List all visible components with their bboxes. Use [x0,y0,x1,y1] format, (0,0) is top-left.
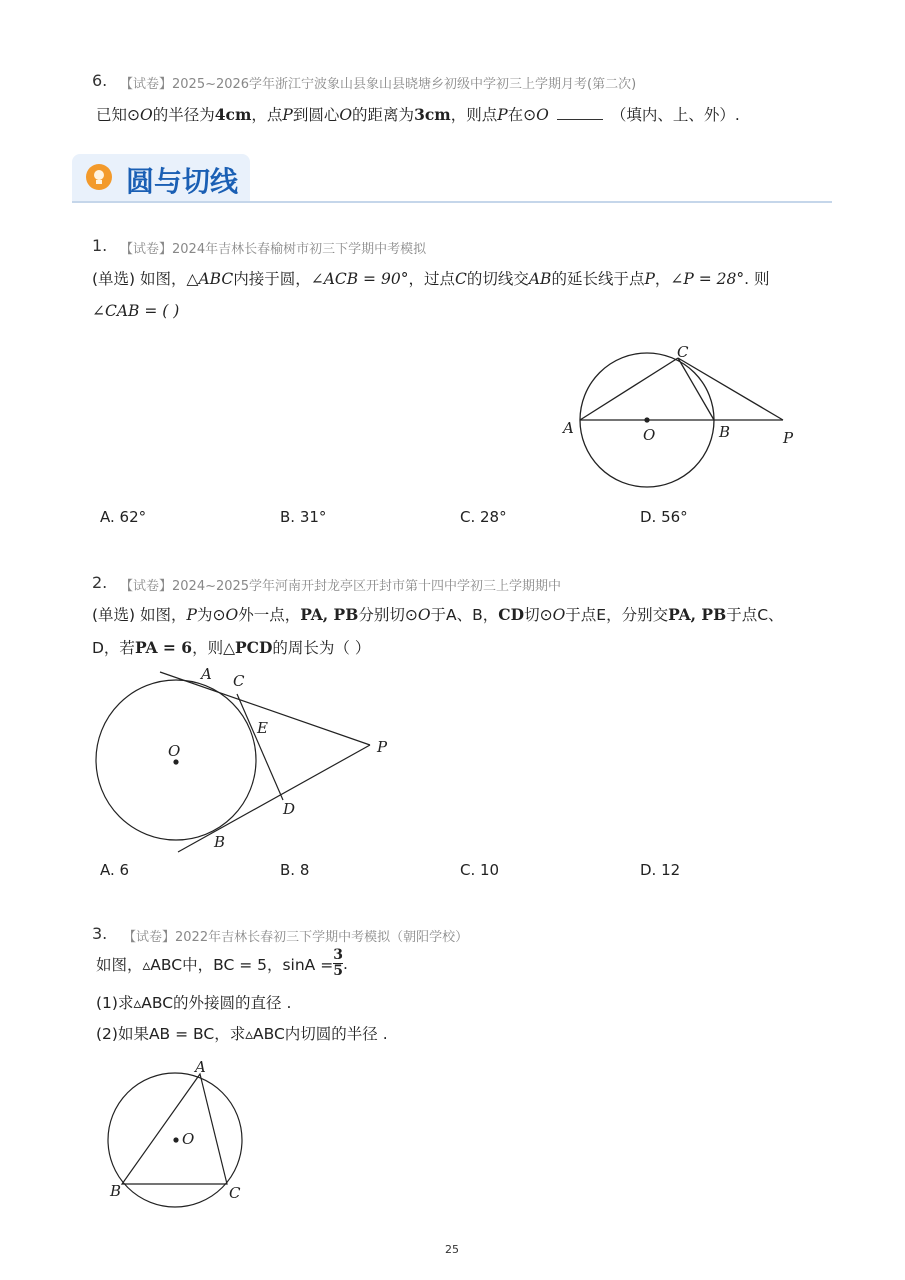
label-B: B [719,423,731,441]
figure-q1 [580,353,783,487]
option-b[interactable]: B. 8 [280,861,310,879]
label-P: P [377,738,388,756]
center-dot [174,1138,178,1142]
question-number: 2. [92,573,108,592]
option-c[interactable]: C. 28° [460,508,507,526]
line-CB [678,358,714,420]
option-a[interactable]: A. 6 [100,861,130,879]
label-C: C [677,343,689,361]
center-dot [645,418,649,422]
sub-question-2: (2)如果AB = BC，求▵ABC内切圆的半径 . [96,1025,388,1043]
triangle-ABC [122,1074,227,1184]
label-O: O [643,426,656,444]
question-source: 【试卷】2024年吉林长春榆树市初三下学期中考模拟 [120,242,427,257]
option-d[interactable]: D. 56° [640,508,688,526]
question-text: (单选) 如图，P为⊙O外一点，PA, PB分别切⊙O于A、B，CD切⊙O于点E，分别交PA, PB于点C、 [92,605,784,624]
question-source: 【试卷】2024~2025学年河南开封龙亭区开封市第十四中学初三上学期期中 [120,579,562,594]
label-P: P [783,429,794,447]
option-d[interactable]: D. 12 [640,861,681,879]
label-C: C [229,1184,241,1202]
question-text-line2: D，若PA = 6，则△PCD的周长为（ ） [92,638,371,657]
line-AC [580,358,678,420]
page-number: 25 [445,1243,459,1256]
question-text: 如图， ▵ABC中，BC = 5，sinA = $\frac{3}{5}$ . [96,947,348,979]
center-dot [174,760,178,764]
label-O: O [182,1130,195,1148]
question-number: 1. [92,236,108,255]
label-B: B [214,833,226,851]
label-A: A [563,419,574,437]
option-c[interactable]: C. 10 [460,861,500,879]
figure-q3 [108,1073,242,1207]
fraction: $\frac{3}{5}$ [333,947,343,979]
question-text: 已知⊙O的半径为4cm，点P到圆心O的距离为3cm，则点P在⊙O （填内、上、外）. [96,105,740,124]
label-D: D [283,800,296,818]
sub-question-1: (1)求▵ABC的外接圆的直径 . [96,994,292,1012]
figure-q2 [96,672,370,852]
section-title: 圆与切线 [126,165,239,198]
option-b[interactable]: B. 31° [280,508,327,526]
question-source: 【试卷】2022年吉林长春初三下学期中考模拟（朝阳学校） [123,930,469,945]
line-PB [178,745,370,852]
line-CD [237,694,283,800]
label-A: A [201,665,212,683]
label-E: E [257,719,268,737]
label-O: O [168,742,181,760]
question-number: 6. [92,71,108,90]
label-A: A [195,1058,206,1076]
label-C: C [233,672,245,690]
label-B: B [110,1182,122,1200]
question-number: 3. [92,924,108,943]
question-text-line2: ∠CAB = ( ) [92,302,180,320]
line-CP [678,358,783,420]
option-a[interactable]: A. 62° [100,508,147,526]
question-text: (单选) 如图，△ABC内接于圆，∠ACB = 90°，过点C的切线交AB的延长线于点P，∠P = 28°. 则 [92,270,770,288]
question-source: 【试卷】2025~2026学年浙江宁波象山县象山县晓塘乡初级中学初三上学期月考(第二次) [120,77,637,92]
